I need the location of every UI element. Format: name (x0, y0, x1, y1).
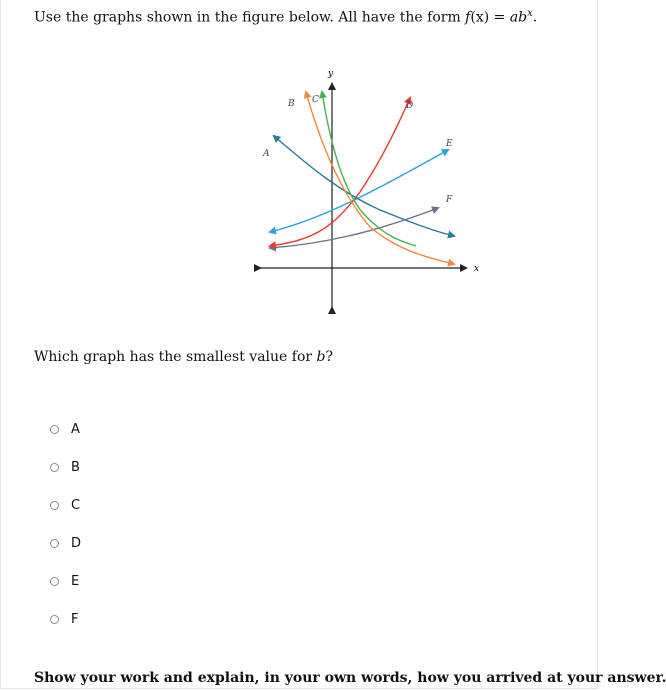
formula-eq: = ab (489, 9, 528, 26)
curve-label-b: B (288, 99, 295, 109)
question-end: ? (325, 349, 334, 365)
radio-button[interactable] (50, 539, 59, 548)
option-b[interactable] (50, 448, 81, 486)
radio-button[interactable] (50, 425, 59, 434)
question-body: Which graph has the smallest value for (34, 349, 317, 365)
radio-button[interactable] (50, 501, 59, 510)
option-f[interactable] (50, 600, 81, 638)
formula-exponent: x (527, 8, 533, 19)
y-axis-label: y (328, 69, 334, 79)
curve-label-e: E (446, 139, 453, 149)
option-label: C (71, 497, 81, 513)
option-label: A (71, 421, 80, 437)
curve-f (270, 208, 438, 248)
curve-b (306, 92, 454, 264)
problem-prompt (34, 8, 537, 26)
option-c[interactable] (50, 486, 81, 524)
option-d[interactable] (50, 524, 81, 562)
formula-arg: (x) (470, 9, 490, 26)
option-label: D (71, 535, 82, 551)
option-label: F (71, 611, 79, 627)
option-a[interactable] (50, 410, 81, 448)
radio-button[interactable] (50, 615, 59, 624)
curve-e (270, 150, 448, 232)
curve-d (270, 98, 410, 246)
formula-lhs: f (465, 9, 471, 26)
curve-label-d: D (406, 101, 414, 111)
prompt-text: Use the graphs shown in the figure below. All have the form (34, 9, 466, 26)
option-e[interactable] (50, 562, 81, 600)
option-label: E (71, 573, 80, 589)
option-label: B (71, 459, 80, 475)
question-text (34, 349, 333, 365)
exponential-graphs-figure (250, 62, 490, 322)
answer-options (50, 410, 81, 638)
formula-end: . (532, 9, 538, 26)
instructions-footer: Show your work and explain, in your own words, how you arrived at your answer. (34, 670, 666, 686)
question-variable: b (316, 349, 326, 365)
curve-label-f: F (446, 195, 453, 205)
curve-label-a: A (263, 149, 270, 159)
x-axis-label: x (474, 264, 480, 274)
radio-button[interactable] (50, 463, 59, 472)
curve-label-c: C (312, 95, 319, 105)
radio-button[interactable] (50, 577, 59, 586)
